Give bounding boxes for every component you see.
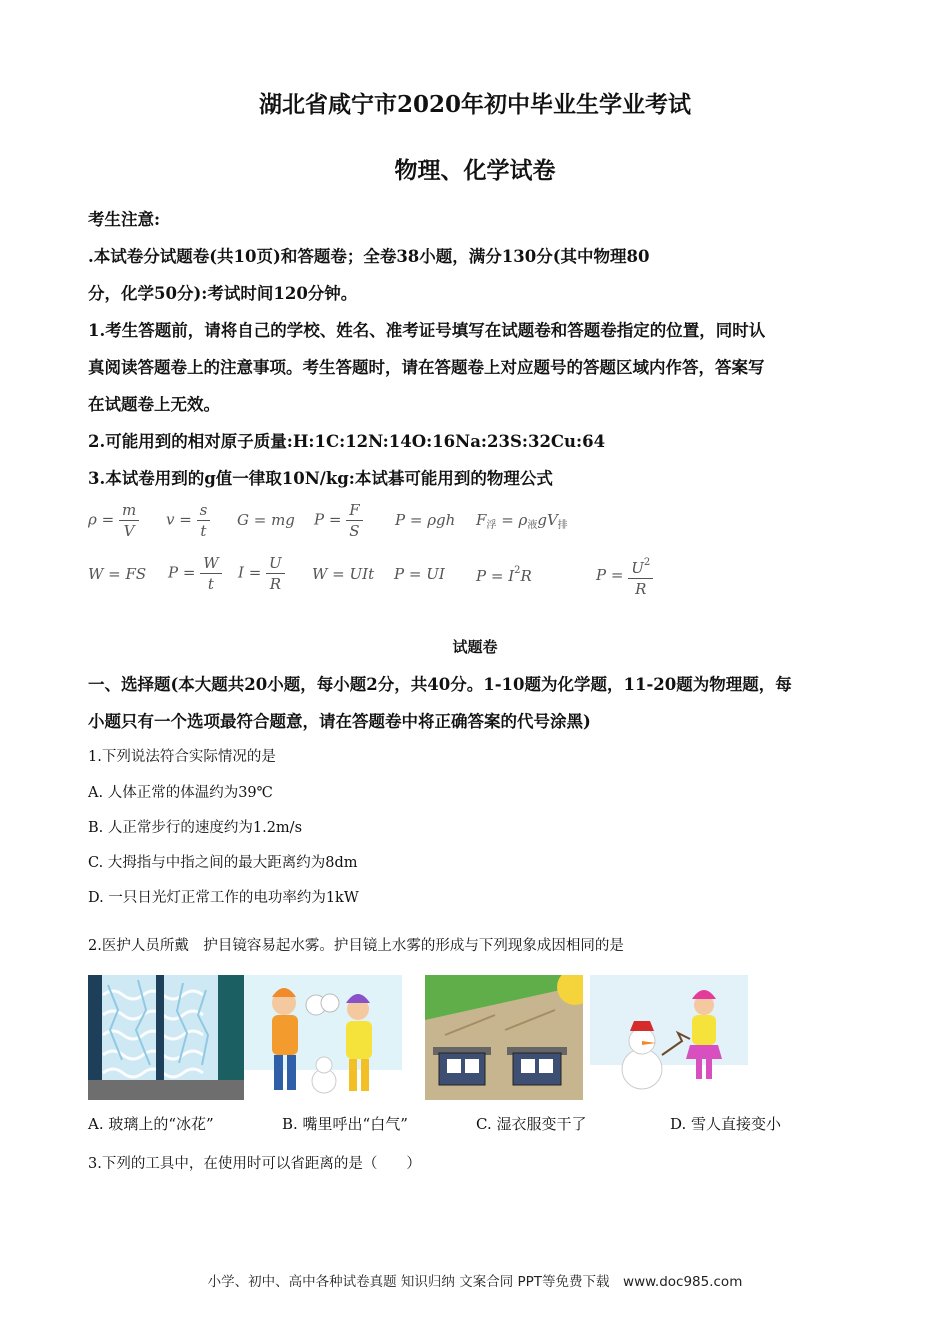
question-stem: 1.下列说法符合实际情况的是 — [88, 749, 276, 765]
caption-a: A. 玻璃上的“冰花” — [88, 1115, 214, 1133]
caption-c: C. 湿衣服变干了 — [476, 1115, 587, 1133]
formula-work: W = FS — [88, 565, 147, 583]
formula-power-i2r: $P = I^2R$ — [476, 565, 532, 585]
section-label: 试题卷 — [452, 638, 498, 656]
notice-line: 真阅读答题卷上的注意事项。考生答题时，请在答题卷上对应题号的答题区域内作答，答案写 — [88, 358, 765, 377]
section-heading: 小题只有一个选项最符合题意，请在答题卷中将正确答案的代号涂黑) — [88, 712, 591, 731]
question-stem: 2.医护人员所戴 护目镜容易起水雾。护目镜上水雾的形成与下列现象成因相同的是 — [88, 938, 624, 954]
formula-ohm: I = $\frac{U}{R}$ — [238, 553, 285, 594]
question-stem: 3.下列的工具中，在使用时可以省距离的是（ ） — [88, 1156, 421, 1172]
formula-power: P = $\frac{W}{t}$ — [168, 553, 222, 594]
notice-line: 在试题卷上无效。 — [88, 395, 220, 414]
option-b: B. 人正常步行的速度约为1.2m/s — [88, 820, 303, 836]
footer-text: 小学、初中、高中各种试卷真题 知识归纳 文案合同 PPT等免费下载 www.doc985.com — [207, 1274, 743, 1290]
option-c: C. 大拇指与中指之间的最大距离约为8dm — [88, 855, 358, 871]
option-d: D. 一只日光灯正常工作的电功率约为1kW — [88, 890, 359, 906]
formula-power-u2r: P = $\frac{U^2}{R}$ — [596, 553, 653, 599]
formula-density: ρ = $\frac{m}{V}$ — [88, 500, 139, 541]
caption-d: D. 雪人直接变小 — [670, 1115, 782, 1133]
formula-gravity: G = mg — [237, 511, 295, 529]
drying-clothes-image — [425, 975, 583, 1100]
frosted-window-image — [88, 975, 246, 1100]
formula-pressure: P = $\frac{F}{S}$ — [314, 500, 363, 541]
option-a: A. 人体正常的体温约为39℃ — [88, 785, 273, 801]
page-subtitle: 物理、化学试卷 — [394, 157, 556, 184]
formula-liquid-pressure: P = ρgh — [395, 511, 456, 529]
formula-electric-work: W = UIt — [312, 565, 375, 583]
notice-line: .本试卷分试题卷(共10页)和答题卷；全卷38小题，满分130分(其中物理80 — [88, 247, 650, 266]
notice-line: 1.考生答题前，请将自己的学校、姓名、准考证号填写在试题卷和答题卷指定的位置，同时认 — [88, 321, 766, 340]
notice-heading: 考生注意: — [88, 210, 161, 229]
notice-line: 2.可能用到的相对原子质量:H:1C:12N:14O:16Na:23S:32Cu:64 — [88, 432, 606, 451]
notice-line: 3.本试卷用到的g值一律取10N/kg:本试碁可能用到的物理公式 — [88, 469, 553, 488]
formula-speed: v = $\frac{s}{t}$ — [166, 500, 210, 541]
formula-power-ui: P = UI — [394, 565, 445, 583]
section-heading: 一、选择题(本大题共20小题，每小题2分，共40分。1-10题为化学题，11-20题为物理题，每 — [88, 675, 792, 694]
notice-line: 分，化学50分):考试时间120分钟。 — [88, 284, 358, 303]
page-title: 湖北省咸宁市2020年初中毕业生学业考试 — [258, 91, 691, 118]
snowman-image — [590, 975, 748, 1100]
kids-breath-image — [244, 975, 402, 1100]
caption-b: B. 嘴里呼出“白气” — [282, 1115, 408, 1133]
formula-buoyancy: $F_浮 = \rho_液gV_排$ — [476, 511, 568, 531]
